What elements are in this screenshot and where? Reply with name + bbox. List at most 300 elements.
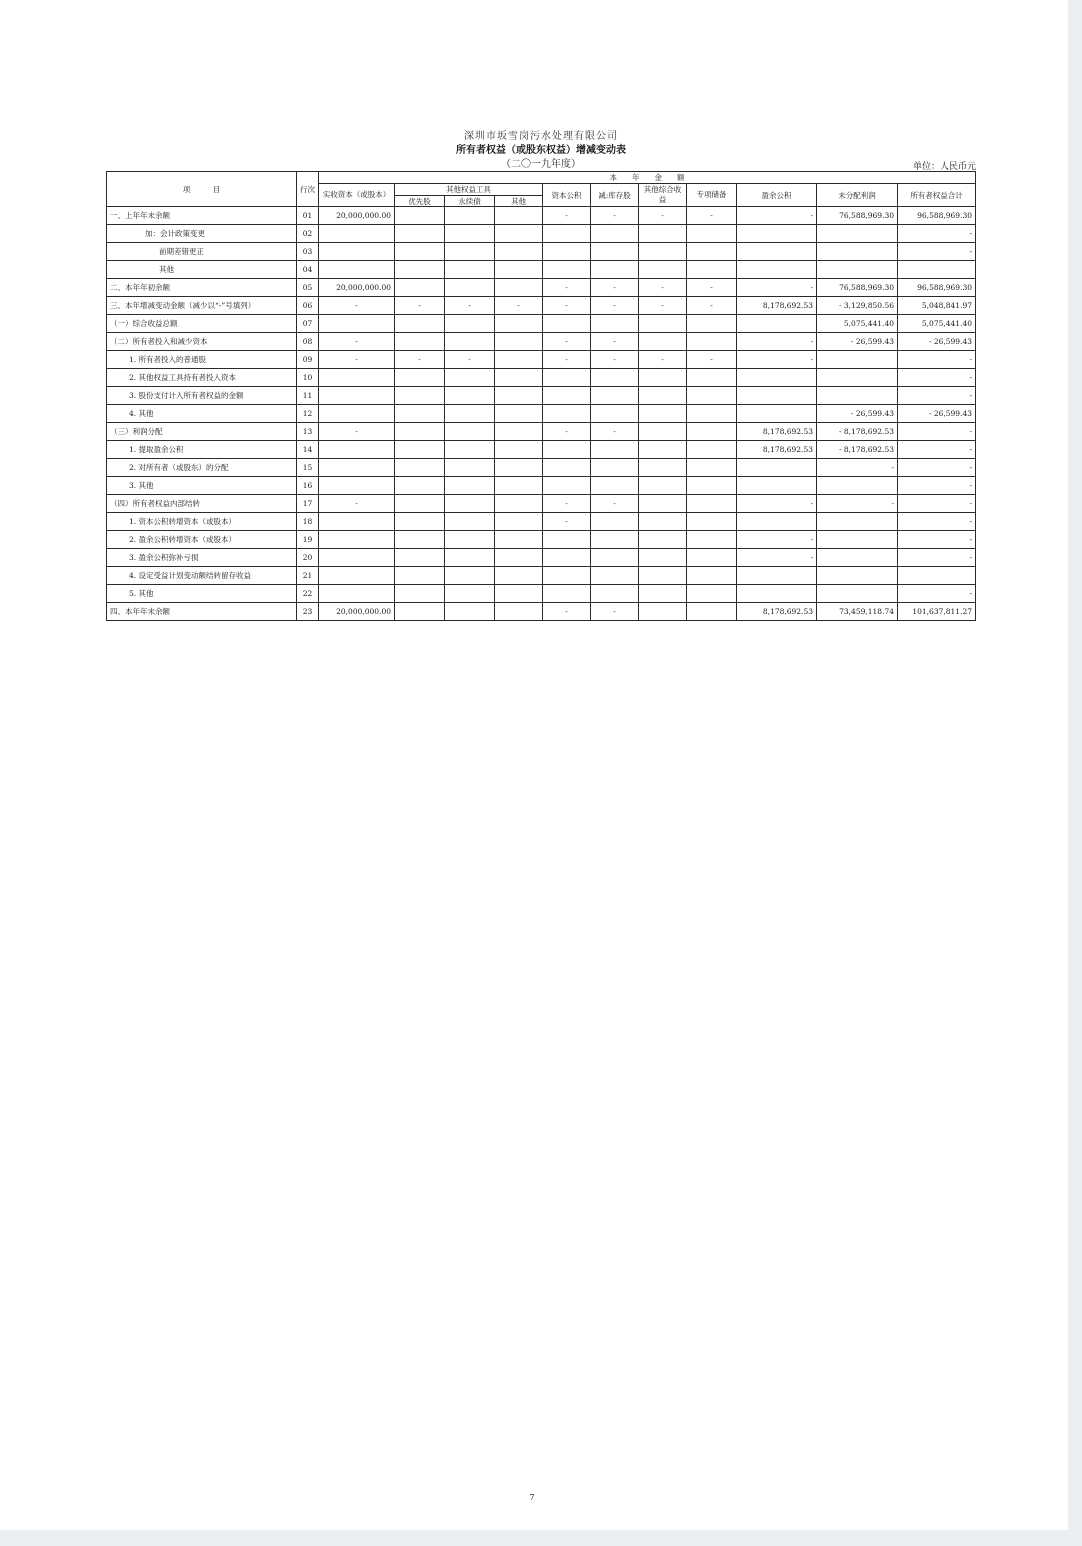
table-row <box>107 549 976 567</box>
value-cell <box>687 513 737 531</box>
value-cell <box>319 225 395 243</box>
col-header-capital-reserve: 资本公积 <box>543 184 591 207</box>
row-item-label: 3. 盈余公积弥补亏损 <box>107 549 297 567</box>
table-row <box>107 261 976 279</box>
value-cell <box>445 531 495 549</box>
table-row <box>107 423 976 441</box>
value-cell <box>591 459 639 477</box>
value-cell: - <box>543 495 591 513</box>
value-cell <box>639 567 687 585</box>
table-row <box>107 207 976 225</box>
statement-title: 所有者权益（或股东权益）增减变动表 <box>456 145 626 156</box>
value-cell <box>639 531 687 549</box>
value-cell: 96,588,969.30 <box>898 279 976 297</box>
value-cell <box>319 567 395 585</box>
col-header-oci: 其他综合收益 <box>639 184 687 207</box>
value-cell: - <box>737 549 817 567</box>
value-cell <box>445 513 495 531</box>
value-cell: - <box>543 333 591 351</box>
row-item-label: 加：会计政策变更 <box>107 225 297 243</box>
value-cell <box>543 477 591 495</box>
table-row <box>107 243 976 261</box>
value-cell: - <box>898 459 976 477</box>
value-cell <box>319 477 395 495</box>
value-cell: - <box>737 207 817 225</box>
value-cell <box>395 333 445 351</box>
value-cell: - <box>319 297 395 315</box>
row-item-label: 3. 其他 <box>107 477 297 495</box>
table-row <box>107 603 976 621</box>
value-cell <box>495 279 543 297</box>
value-cell <box>591 477 639 495</box>
row-line-number: 21 <box>297 567 319 585</box>
value-cell <box>395 459 445 477</box>
value-cell: - <box>687 351 737 369</box>
value-cell <box>495 531 543 549</box>
row-line-number: 03 <box>297 243 319 261</box>
value-cell: - <box>898 495 976 513</box>
value-cell <box>591 315 639 333</box>
value-cell <box>687 531 737 549</box>
table-row <box>107 477 976 495</box>
table-row <box>107 531 976 549</box>
value-cell <box>445 477 495 495</box>
value-cell <box>543 459 591 477</box>
page-number: 7 <box>529 1493 535 1502</box>
value-cell <box>817 531 898 549</box>
value-cell <box>319 405 395 423</box>
value-cell <box>445 585 495 603</box>
value-cell: 73,459,118.74 <box>817 603 898 621</box>
col-header-item: 项 目 <box>107 172 297 207</box>
value-cell <box>687 261 737 279</box>
row-line-number: 12 <box>297 405 319 423</box>
value-cell <box>737 513 817 531</box>
value-cell <box>319 315 395 333</box>
value-cell: 76,588,969.30 <box>817 279 898 297</box>
value-cell: 96,588,969.30 <box>898 207 976 225</box>
row-line-number: 15 <box>297 459 319 477</box>
value-cell <box>737 585 817 603</box>
value-cell <box>495 405 543 423</box>
value-cell <box>395 549 445 567</box>
value-cell: - <box>817 495 898 513</box>
row-item-label: 5. 其他 <box>107 585 297 603</box>
value-cell <box>543 387 591 405</box>
value-cell <box>639 387 687 405</box>
value-cell <box>319 369 395 387</box>
value-cell <box>445 423 495 441</box>
value-cell <box>817 477 898 495</box>
value-cell <box>639 243 687 261</box>
value-cell: - <box>543 513 591 531</box>
value-cell <box>395 315 445 333</box>
col-header-perpetual: 永续债 <box>445 196 495 207</box>
value-cell <box>395 279 445 297</box>
row-line-number: 11 <box>297 387 319 405</box>
value-cell <box>687 225 737 243</box>
value-cell <box>495 495 543 513</box>
value-cell <box>395 567 445 585</box>
value-cell: - 3,129,850.56 <box>817 297 898 315</box>
value-cell <box>495 225 543 243</box>
value-cell <box>639 459 687 477</box>
value-cell: - 8,178,692.53 <box>817 441 898 459</box>
value-cell: - 8,178,692.53 <box>817 423 898 441</box>
value-cell: - <box>543 603 591 621</box>
value-cell <box>395 207 445 225</box>
row-line-number: 10 <box>297 369 319 387</box>
value-cell <box>687 495 737 513</box>
value-cell <box>495 549 543 567</box>
value-cell <box>395 585 445 603</box>
value-cell <box>445 549 495 567</box>
value-cell: - <box>898 369 976 387</box>
col-header-undistributed: 未分配利润 <box>817 184 898 207</box>
value-cell <box>495 441 543 459</box>
value-cell: - <box>445 351 495 369</box>
value-cell <box>543 549 591 567</box>
value-cell <box>319 387 395 405</box>
value-cell <box>543 405 591 423</box>
value-cell <box>591 405 639 423</box>
row-item-label: （三）利润分配 <box>107 423 297 441</box>
value-cell: - <box>898 531 976 549</box>
value-cell <box>543 315 591 333</box>
value-cell <box>687 603 737 621</box>
value-cell <box>639 549 687 567</box>
col-header-total: 所有者权益合计 <box>898 184 976 207</box>
value-cell: - <box>319 495 395 513</box>
value-cell: - <box>898 549 976 567</box>
value-cell: - <box>687 279 737 297</box>
value-cell <box>817 369 898 387</box>
row-line-number: 23 <box>297 603 319 621</box>
value-cell <box>737 387 817 405</box>
value-cell: - <box>591 333 639 351</box>
table-row <box>107 387 976 405</box>
value-cell <box>639 333 687 351</box>
value-cell <box>445 243 495 261</box>
value-cell <box>687 243 737 261</box>
row-item-label: 2. 其他权益工具持有者投入资本 <box>107 369 297 387</box>
value-cell <box>817 549 898 567</box>
value-cell: - <box>495 297 543 315</box>
value-cell: - <box>543 351 591 369</box>
value-cell: 8,178,692.53 <box>737 297 817 315</box>
value-cell <box>898 261 976 279</box>
table-row <box>107 585 976 603</box>
value-cell <box>395 513 445 531</box>
value-cell: - <box>898 387 976 405</box>
value-cell <box>687 333 737 351</box>
row-line-number: 19 <box>297 531 319 549</box>
value-cell: - <box>543 207 591 225</box>
value-cell <box>737 477 817 495</box>
value-cell <box>817 567 898 585</box>
value-cell <box>445 387 495 405</box>
value-cell: - <box>543 423 591 441</box>
value-cell <box>445 225 495 243</box>
row-item-label: 二、本年年初余额 <box>107 279 297 297</box>
row-item-label: 前期差错更正 <box>107 243 297 261</box>
value-cell: - <box>543 297 591 315</box>
value-cell: - <box>591 207 639 225</box>
value-cell <box>319 459 395 477</box>
value-cell <box>591 585 639 603</box>
row-item-label: （二）所有者投入和减少资本 <box>107 333 297 351</box>
value-cell <box>639 585 687 603</box>
row-item-label: 2. 盈余公积转增资本（或股本） <box>107 531 297 549</box>
value-cell <box>639 441 687 459</box>
value-cell <box>639 603 687 621</box>
value-cell <box>445 261 495 279</box>
row-item-label: 3. 股份支付计入所有者权益的金额 <box>107 387 297 405</box>
row-line-number: 22 <box>297 585 319 603</box>
row-item-label: 4. 设定受益计划变动额结转留存收益 <box>107 567 297 585</box>
value-cell <box>639 495 687 513</box>
col-header-line-no: 行次 <box>297 172 319 207</box>
value-cell <box>687 441 737 459</box>
value-cell <box>395 441 445 459</box>
row-item-label: （四）所有者权益内部结转 <box>107 495 297 513</box>
value-cell <box>495 603 543 621</box>
value-cell <box>639 315 687 333</box>
row-item-label: （一）综合收益总额 <box>107 315 297 333</box>
value-cell <box>591 549 639 567</box>
value-cell <box>639 405 687 423</box>
row-line-number: 14 <box>297 441 319 459</box>
value-cell: - <box>898 243 976 261</box>
row-line-number: 18 <box>297 513 319 531</box>
value-cell: 5,075,441.40 <box>817 315 898 333</box>
value-cell <box>495 333 543 351</box>
col-header-other-eq-other: 其他 <box>495 196 543 207</box>
value-cell: - <box>898 423 976 441</box>
value-cell: - <box>639 351 687 369</box>
value-cell <box>687 567 737 585</box>
value-cell <box>495 369 543 387</box>
value-cell <box>687 459 737 477</box>
row-line-number: 20 <box>297 549 319 567</box>
value-cell: - <box>639 297 687 315</box>
value-cell: 20,000,000.00 <box>319 279 395 297</box>
col-header-other-equity: 其他权益工具 <box>395 184 543 196</box>
value-cell <box>445 603 495 621</box>
col-header-special-reserve: 专项储备 <box>687 184 737 207</box>
value-cell <box>687 423 737 441</box>
value-cell <box>639 369 687 387</box>
value-cell <box>543 369 591 387</box>
table-row <box>107 333 976 351</box>
value-cell <box>591 243 639 261</box>
value-cell <box>817 243 898 261</box>
value-cell <box>817 351 898 369</box>
value-cell <box>543 585 591 603</box>
col-header-treasury: 减:库存股 <box>591 184 639 207</box>
header-row-1 <box>107 172 976 184</box>
value-cell: 8,178,692.53 <box>737 603 817 621</box>
value-cell <box>898 567 976 585</box>
value-cell <box>395 423 445 441</box>
value-cell: - <box>319 423 395 441</box>
value-cell <box>817 261 898 279</box>
value-cell: 76,588,969.30 <box>817 207 898 225</box>
row-line-number: 04 <box>297 261 319 279</box>
table-row <box>107 513 976 531</box>
value-cell <box>543 567 591 585</box>
col-header-group: 本 年 金 额 <box>319 172 976 184</box>
equity-statement-table <box>106 171 976 621</box>
value-cell: - <box>591 423 639 441</box>
value-cell <box>543 441 591 459</box>
value-cell <box>639 261 687 279</box>
value-cell <box>495 513 543 531</box>
value-cell <box>737 405 817 423</box>
value-cell <box>395 531 445 549</box>
value-cell <box>737 459 817 477</box>
row-line-number: 06 <box>297 297 319 315</box>
value-cell <box>639 225 687 243</box>
value-cell: - <box>445 297 495 315</box>
value-cell <box>319 531 395 549</box>
value-cell <box>445 207 495 225</box>
value-cell: - <box>591 351 639 369</box>
value-cell <box>319 243 395 261</box>
value-cell <box>687 387 737 405</box>
col-header-paid-capital: 实收资本（或股本） <box>319 184 395 207</box>
value-cell <box>687 585 737 603</box>
value-cell <box>591 261 639 279</box>
value-cell: - 26,599.43 <box>898 405 976 423</box>
value-cell <box>495 585 543 603</box>
row-line-number: 01 <box>297 207 319 225</box>
value-cell <box>495 567 543 585</box>
table-row <box>107 279 976 297</box>
col-header-surplus-reserve: 盈余公积 <box>737 184 817 207</box>
value-cell: - <box>395 297 445 315</box>
value-cell: - <box>737 333 817 351</box>
value-cell <box>495 423 543 441</box>
value-cell: 5,048,841.97 <box>898 297 976 315</box>
currency-unit: 单位：人民币元 <box>912 162 976 172</box>
row-line-number: 02 <box>297 225 319 243</box>
value-cell <box>395 477 445 495</box>
value-cell <box>817 513 898 531</box>
row-item-label: 四、本年年末余额 <box>107 603 297 621</box>
value-cell <box>445 333 495 351</box>
value-cell <box>687 477 737 495</box>
value-cell: - <box>898 441 976 459</box>
value-cell: - <box>543 279 591 297</box>
value-cell: - <box>319 351 395 369</box>
company-name: 深圳市坂雪岗污水处理有限公司 <box>464 131 618 142</box>
value-cell <box>737 567 817 585</box>
value-cell: 5,075,441.40 <box>898 315 976 333</box>
value-cell <box>543 261 591 279</box>
row-item-label: 一、上年年末余额 <box>107 207 297 225</box>
value-cell <box>737 315 817 333</box>
value-cell <box>687 369 737 387</box>
value-cell <box>445 405 495 423</box>
value-cell <box>591 387 639 405</box>
value-cell <box>495 477 543 495</box>
value-cell: - <box>591 603 639 621</box>
value-cell: 8,178,692.53 <box>737 441 817 459</box>
row-line-number: 09 <box>297 351 319 369</box>
value-cell <box>395 261 445 279</box>
value-cell <box>495 261 543 279</box>
row-line-number: 05 <box>297 279 319 297</box>
table-row <box>107 459 976 477</box>
value-cell <box>543 531 591 549</box>
value-cell: - <box>898 477 976 495</box>
value-cell <box>817 585 898 603</box>
row-item-label: 其他 <box>107 261 297 279</box>
value-cell <box>495 243 543 261</box>
value-cell: - <box>395 351 445 369</box>
value-cell: - 26,599.43 <box>817 405 898 423</box>
value-cell <box>445 315 495 333</box>
row-line-number: 08 <box>297 333 319 351</box>
table-row <box>107 297 976 315</box>
value-cell <box>319 441 395 459</box>
value-cell: - <box>591 495 639 513</box>
table-row <box>107 495 976 513</box>
value-cell: - <box>898 585 976 603</box>
value-cell <box>495 315 543 333</box>
value-cell <box>591 567 639 585</box>
table-row <box>107 567 976 585</box>
value-cell: - <box>737 495 817 513</box>
row-line-number: 17 <box>297 495 319 513</box>
value-cell <box>445 567 495 585</box>
row-item-label: 1. 所有者投入的普通股 <box>107 351 297 369</box>
value-cell: - <box>898 351 976 369</box>
value-cell <box>445 459 495 477</box>
row-item-label: 三、本年增减变动金额（减少以“-”号填列） <box>107 297 297 315</box>
table-row <box>107 351 976 369</box>
row-item-label: 2. 对所有者（或股东）的分配 <box>107 459 297 477</box>
value-cell <box>395 387 445 405</box>
value-cell: - <box>737 279 817 297</box>
value-cell <box>445 279 495 297</box>
row-item-label: 1. 资本公积转增资本（或股本） <box>107 513 297 531</box>
value-cell <box>445 441 495 459</box>
value-cell <box>543 243 591 261</box>
value-cell <box>495 351 543 369</box>
value-cell: 101,637,811.27 <box>898 603 976 621</box>
value-cell <box>445 369 495 387</box>
value-cell <box>495 207 543 225</box>
row-line-number: 16 <box>297 477 319 495</box>
table-row <box>107 405 976 423</box>
row-line-number: 13 <box>297 423 319 441</box>
value-cell <box>445 495 495 513</box>
value-cell <box>395 369 445 387</box>
row-item-label: 4. 其他 <box>107 405 297 423</box>
value-cell: - <box>898 513 976 531</box>
value-cell <box>395 603 445 621</box>
value-cell <box>543 225 591 243</box>
value-cell <box>319 261 395 279</box>
value-cell <box>817 225 898 243</box>
value-cell <box>639 513 687 531</box>
value-cell: - <box>687 297 737 315</box>
value-cell <box>737 369 817 387</box>
value-cell <box>737 225 817 243</box>
value-cell: - <box>591 279 639 297</box>
